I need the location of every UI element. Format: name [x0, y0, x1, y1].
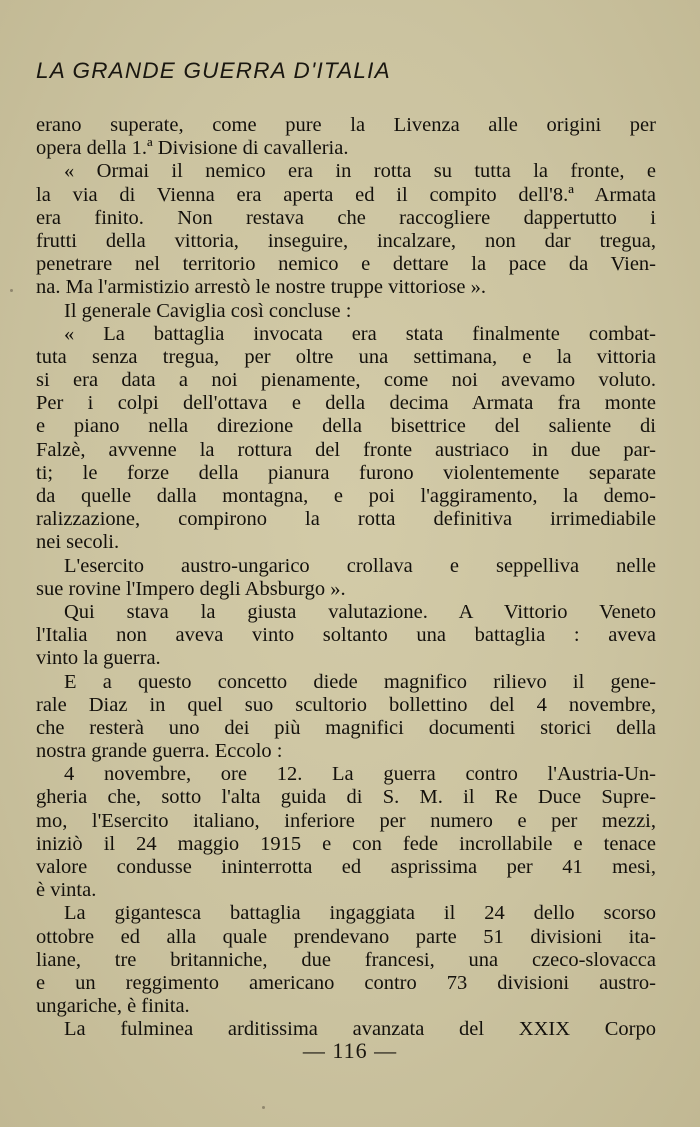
text-line: si era data a noi pienamente, come noi avevamo voluto.	[36, 369, 656, 392]
text-line: Falzè, avvenne la rottura del fronte austriaco in due par-	[36, 438, 656, 461]
text-line: iniziò il 24 maggio 1915 e con fede incrollabile e tenace	[36, 832, 656, 855]
text-line: La fulminea arditissima avanzata del XXIX Corpo	[64, 1018, 656, 1041]
text-line: sue rovine l'Impero degli Absburgo ».	[36, 577, 346, 600]
text-line: frutti della vittoria, inseguire, incalzare, non dar tregua,	[36, 229, 656, 252]
text-line: nei secoli.	[36, 531, 120, 554]
text-line: gheria che, sotto l'alta guida di S. M. il Re Duce Supre-	[36, 786, 656, 809]
text-line: ungariche, è finita.	[36, 995, 190, 1018]
text-line: opera della 1.ª Divisione di cavalleria.	[36, 137, 349, 160]
text-line: rale Diaz in quel suo scultorio bollettino del 4 novembre,	[36, 693, 656, 716]
text-line: è vinta.	[36, 879, 97, 902]
text-line: 4 novembre, ore 12. La guerra contro l'Austria-Un-	[64, 763, 656, 786]
text-line: L'esercito austro-ungarico crollava e seppelliva nelle	[64, 554, 656, 577]
text-line: nostra grande guerra. Eccolo :	[36, 740, 283, 763]
running-head: LA GRANDE GUERRA D'ITALIA	[36, 58, 391, 83]
text-line: La gigantesca battaglia ingaggiata il 24 dello scorso	[64, 902, 656, 925]
text-line: era finito. Non restava che raccogliere dappertutto i	[36, 206, 656, 229]
text-line: na. Ma l'armistizio arrestò le nostre truppe vittoriose ».	[36, 276, 487, 299]
text-line: tuta senza tregua, per oltre una settimana, e la vittoria	[36, 345, 656, 368]
text-line: « Ormai il nemico era in rotta su tutta la fronte, e	[64, 160, 656, 183]
text-line: erano superate, come pure la Livenza alle origini per	[36, 114, 656, 136]
text-line: e piano nella direzione della bisettrice del saliente di	[36, 415, 656, 438]
text-line: Per i colpi dell'ottava e della decima Armata fra monte	[36, 392, 656, 415]
text-line: Qui stava la giusta valutazione. A Vittorio Veneto	[64, 600, 656, 623]
text-line: ottobre ed alla quale prendevano parte 51 divisioni ita-	[36, 925, 656, 948]
text-line: valore condusse ininterrotta ed asprissima per 41 mesi,	[36, 856, 656, 878]
text-line: « La battaglia invocata era stata finalmente combat-	[64, 322, 656, 345]
text-line: penetrare nel territorio nemico e dettare la pace da Vien-	[36, 253, 656, 276]
text-line: E a questo concetto diede magnifico rilievo il gene-	[64, 670, 656, 693]
text-line: liane, tre britanniche, due francesi, una czeco-slovacca	[36, 948, 656, 971]
body-text	[36, 114, 656, 1042]
text-line: la via di Vienna era aperta ed il compito dell'8.ª Armata	[36, 183, 656, 206]
paper-speck	[262, 1106, 265, 1109]
text-line: da quelle dalla montagna, e poi l'aggiramento, la demo-	[36, 485, 656, 507]
text-line: ralizzazione, compirono la rotta definitiva irrimediabile	[36, 508, 656, 531]
text-line: e un reggimento americano contro 73 divisioni austro-	[36, 971, 656, 994]
text-line: ti; le forze della pianura furono violentemente separate	[36, 461, 656, 484]
text-line: vinto la guerra.	[36, 647, 161, 670]
paper-speck	[10, 289, 13, 292]
text-line: l'Italia non aveva vinto soltanto una battaglia : aveva	[36, 624, 656, 647]
page-number: — 116 —	[302, 1038, 398, 1063]
text-line: mo, l'Esercito italiano, inferiore per numero e per mezzi,	[36, 809, 656, 832]
text-line: che resterà uno dei più magnifici documenti storici della	[36, 716, 656, 739]
text-line: Il generale Caviglia così concluse :	[64, 299, 352, 322]
